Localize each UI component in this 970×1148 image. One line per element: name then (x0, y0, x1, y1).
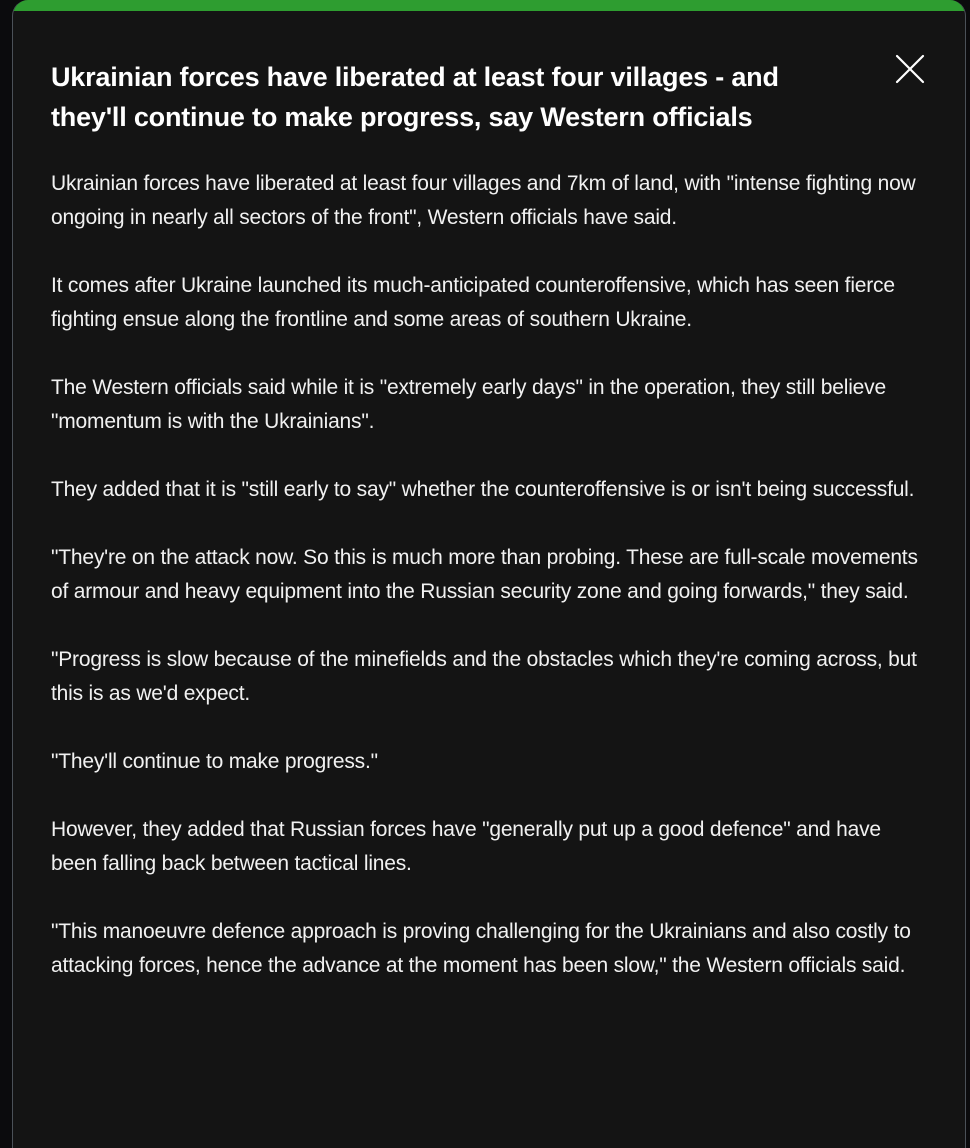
article-modal (12, 0, 966, 1148)
article-paragraph: "This manoeuvre defence approach is proving challenging for the Ukrainians and also costly to attacking forces, hence the advance at the moment has been slow," the Western officials said. (51, 920, 911, 977)
article-headline: Ukrainian forces have liberated at least four villages - and they'll continue to make progress, say Western officials (51, 62, 779, 132)
article-paragraph: However, they added that Russian forces have "generally put up a good defence" and have been falling back between tactical lines. (51, 818, 881, 875)
article-paragraph: They added that it is "still early to say" whether the counteroffensive is or isn't being successful. (51, 478, 915, 501)
article-paragraph: "They're on the attack now. So this is much more than probing. These are full-scale movements of armour and heavy equipment into the Russian security zone and going forwards," they said. (51, 546, 918, 603)
close-button[interactable] (893, 52, 927, 86)
article-paragraph: The Western officials said while it is "extremely early days" in the operation, they still believe "momentum is with the Ukrainians". (51, 376, 886, 433)
accent-bar (13, 0, 965, 11)
close-icon (895, 54, 925, 84)
article-content (13, 11, 965, 1043)
article-paragraph: "Progress is slow because of the minefields and the obstacles which they're coming across, but this is as we'd expect. (51, 648, 917, 705)
article-paragraph: "They'll continue to make progress." (51, 750, 378, 773)
article-paragraph: It comes after Ukraine launched its much-anticipated counteroffensive, which has seen fierce fighting ensue along the frontline and some areas of southern Ukraine. (51, 274, 895, 331)
article-paragraph: Ukrainian forces have liberated at least four villages and 7km of land, with "intense fighting now ongoing in nearly all sectors of the front", Western officials have said. (51, 172, 916, 229)
